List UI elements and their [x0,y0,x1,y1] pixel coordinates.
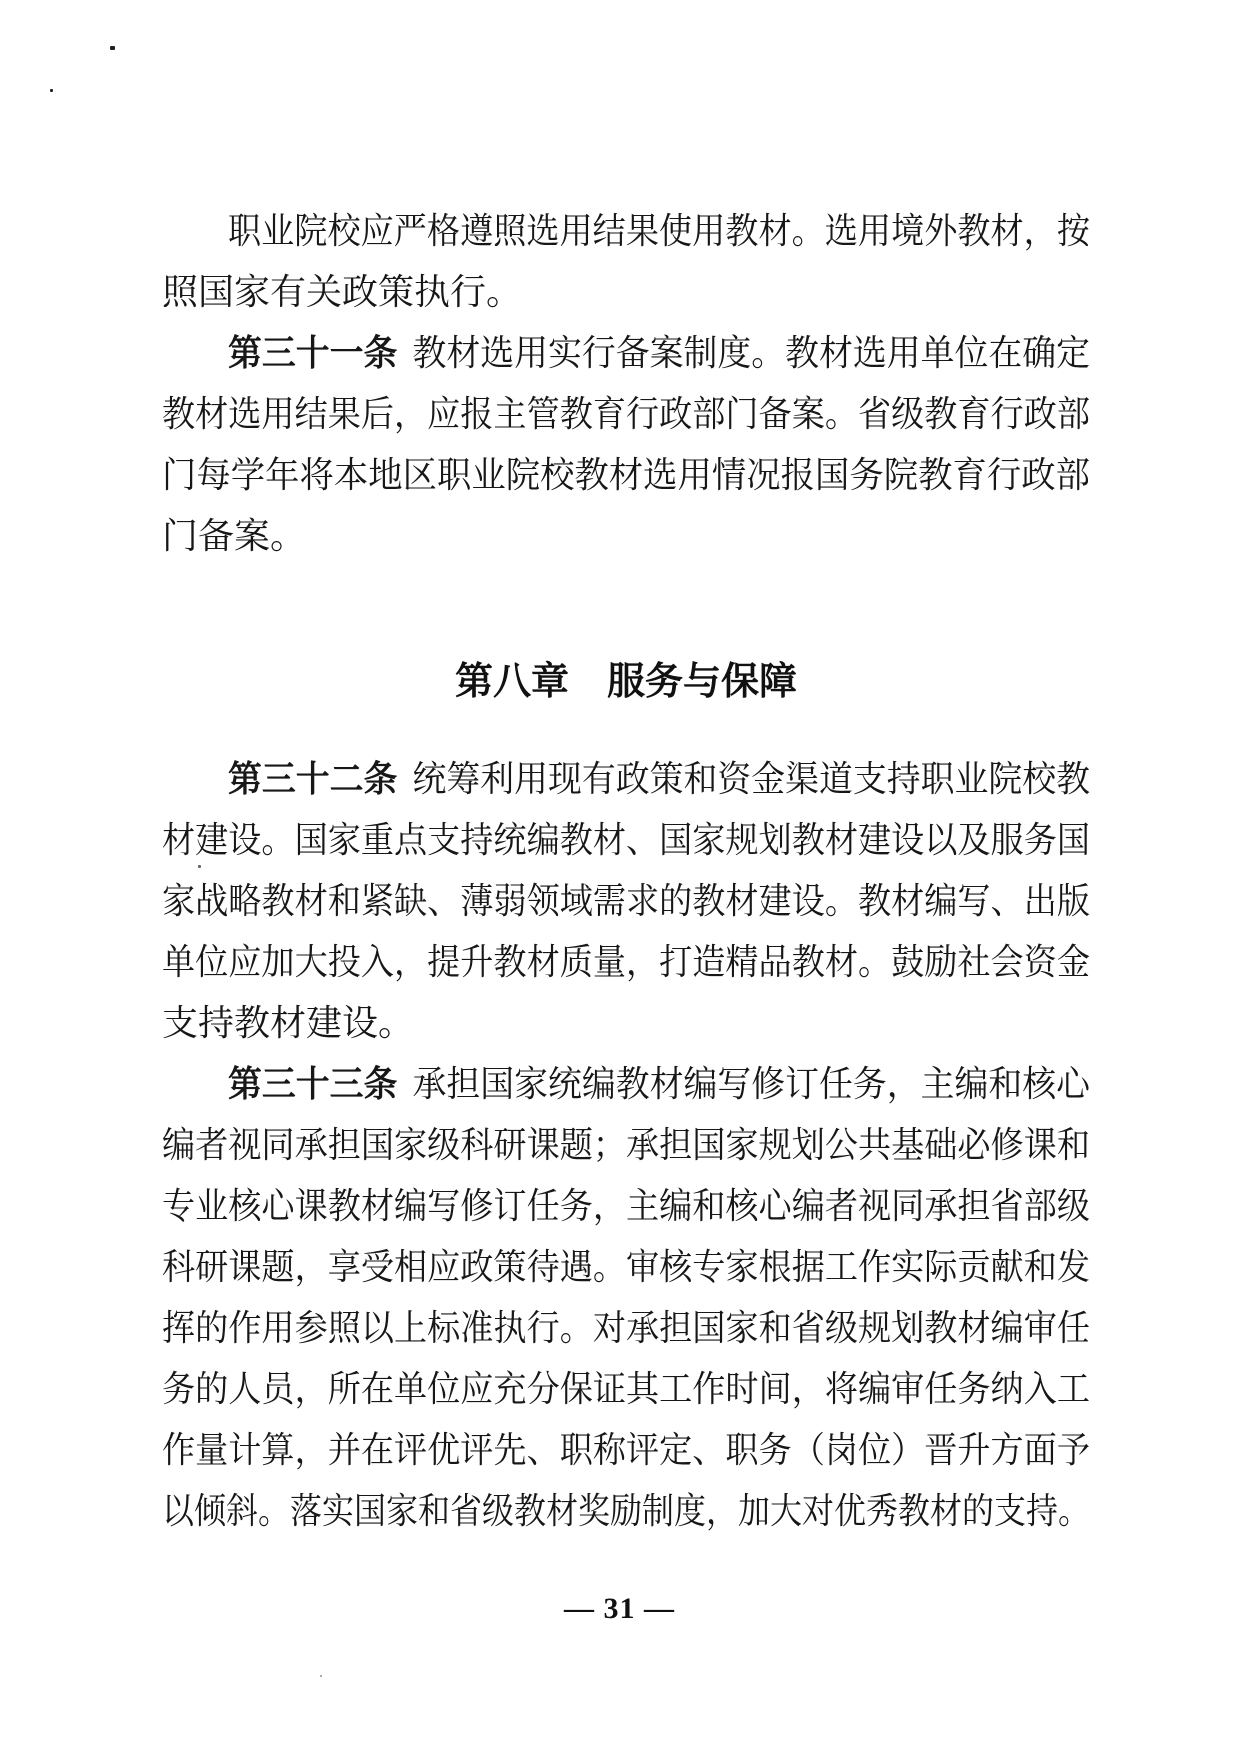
text-line-content: 材建设。国家重点支持统编教材、国家规划教材建设以及服务国 [162,820,1090,860]
text-line-content: 支持教材建设。 [162,1003,415,1043]
article-number: 第三十三条 [228,1064,398,1104]
page-number: — 31 — [564,1592,675,1625]
text-line [162,323,1090,384]
text-line [162,1115,1090,1176]
paragraph-article-32 [162,749,1090,1054]
text-line [162,201,1090,262]
text-line-content: 编者视同承担国家级科研课题；承担国家规划公共基础必修课和 [162,1125,1090,1165]
text-line-content: 门每学年将本地区职业院校教材选用情况报国务院教育行政部 [162,455,1090,495]
text-line-content: 职业院校应严格遵照选用结果使用教材。选用境外教材，按 [228,211,1090,251]
text-line [162,1298,1090,1359]
paragraph-article-31 [162,323,1090,567]
text-line-content: 第三十三条 承担国家统编教材编写修订任务，主编和核心 [228,1064,1090,1104]
text-line [162,871,1090,932]
text-line [162,1054,1090,1115]
scan-speck [50,89,53,92]
text-line [162,384,1090,445]
text-line-content: 挥的作用参照以上标准执行。对承担国家和省级规划教材编审任 [162,1308,1090,1348]
article-number: 第三十二条 [228,759,398,799]
text-line [162,932,1090,993]
text-line [162,1481,1090,1542]
scan-speck [110,46,115,50]
text-line [162,749,1090,810]
text-line-content: 以倾斜。落实国家和省级教材奖励制度，加大对优秀教材的支持。 [162,1491,1090,1531]
text-line [162,1176,1090,1237]
text-line [162,262,1090,323]
text-line [162,506,1090,567]
text-line-content: 门备案。 [162,516,307,556]
chapter-heading: 第八章 服务与保障 [454,660,797,703]
text-line-content: 家战略教材和紧缺、薄弱领域需求的教材建设。教材编写、出版 [162,881,1090,921]
text-line-content: 作量计算，并在评优评先、职称评定、职务（岗位）晋升方面予 [162,1430,1090,1470]
text-line-content: 第三十一条 教材选用实行备案制度。教材选用单位在确定 [228,333,1090,373]
text-line-content: 教材选用结果后，应报主管教育行政部门备案。省级教育行政部 [162,394,1090,434]
text-line-content: 务的人员，所在单位应充分保证其工作时间，将编审任务纳入工 [162,1369,1090,1409]
text-line [162,445,1090,506]
text-line [162,993,1090,1054]
text-line [162,1359,1090,1420]
text-line-content: 科研课题，享受相应政策待遇。审核专家根据工作实际贡献和发 [162,1247,1090,1287]
text-line [162,810,1090,871]
text-line [162,1420,1090,1481]
text-line-content: 专业核心课教材编写修订任务，主编和核心编者视同承担省部级 [162,1186,1090,1226]
text-line-content: 照国家有关政策执行。 [162,272,523,312]
scan-speck [320,1675,322,1677]
article-number: 第三十一条 [228,333,398,373]
text-line [162,1237,1090,1298]
text-line-content: 单位应加大投入，提升教材质量，打造精品教材。鼓励社会资金 [162,942,1090,982]
paragraph-article-33 [162,1054,1090,1542]
paragraph-textbook-usage [162,201,1090,323]
text-line-content: 第三十二条 统筹利用现有政策和资金渠道支持职业院校教 [228,759,1090,799]
